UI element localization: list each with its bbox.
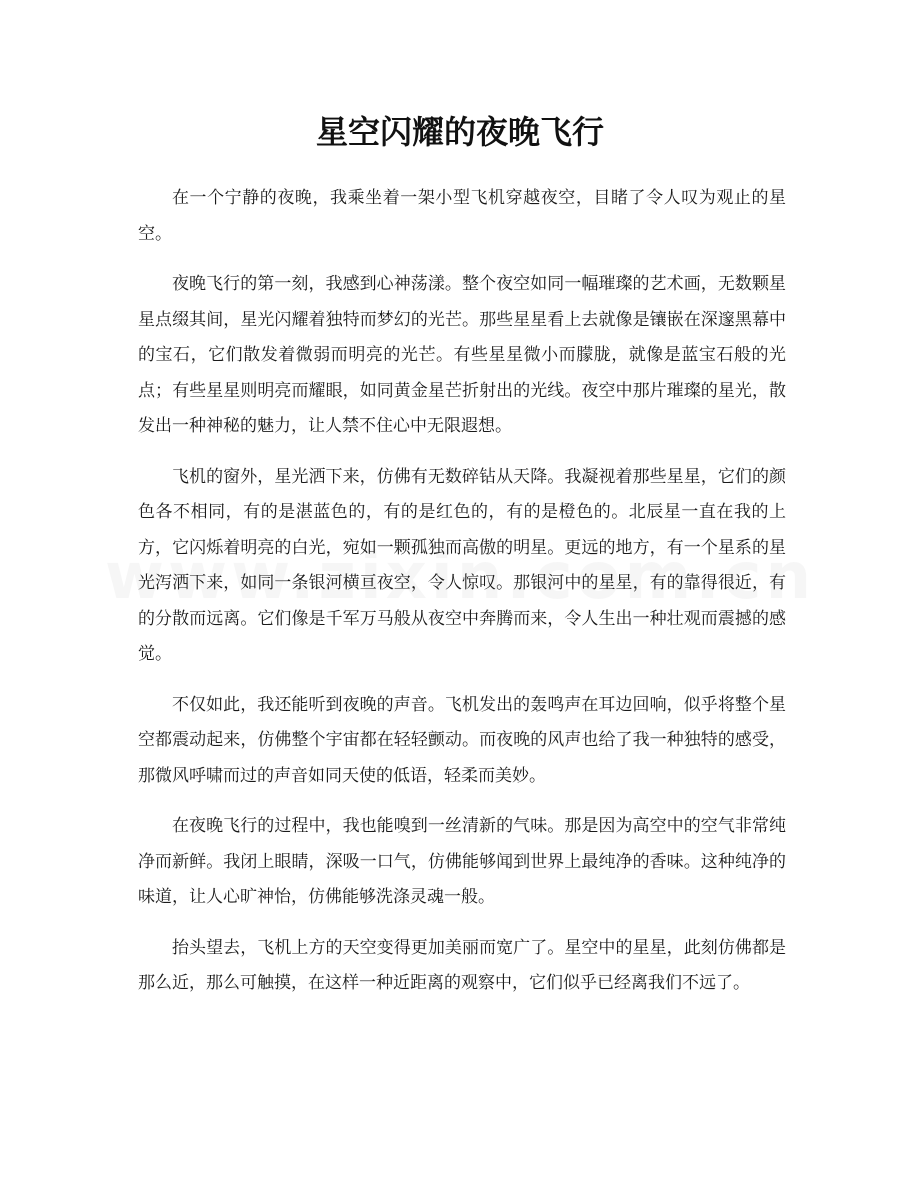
paragraph-6: 抬头望去，飞机上方的天空变得更加美丽而宽广了。星空中的星星，此刻仿佛都是那么近，那么可触摸，在这样一种近距离的观察中，它们似乎已经离我们不远了。: [138, 937, 786, 993]
paragraph-4: 不仅如此，我还能听到夜晚的声音。飞机发出的轰鸣声在耳边回响，似乎将整个星空都震动起来，仿佛整个宇宙都在轻轻颤动。而夜晚的风声也给了我一种独特的感受，那微风呼啸而过的声音如同天使的低语，轻柔而美妙。: [138, 694, 786, 786]
paragraph-5: 在夜晚飞行的过程中，我也能嗅到一丝清新的气味。那是因为高空中的空气非常纯净而新鲜。我闭上眼睛，深吸一口气，仿佛能够闻到世界上最纯净的香味。这种纯净的味道，让人心旷神怡，仿佛能够洗涤灵魂一般。: [138, 816, 786, 907]
paragraph-1: 在一个宁静的夜晚，我乘坐着一架小型飞机穿越夜空，目睹了令人叹为观止的星空。: [138, 188, 786, 244]
paragraph-2: 夜晚飞行的第一刻，我感到心神荡漾。整个夜空如同一幅璀璨的艺术画，无数颗星星点缀其间，星光闪耀着独特而梦幻的光芒。那些星星看上去就像是镶嵌在深邃黑幕中的宝石，它们散发着微弱而明亮的光芒。有些星星微小而朦胧，就像是蓝宝石般的光点；有些星星则明亮而耀眼，如同黄金星芒折射出的光线。夜空中那片璀璨的星光，散发出一种神秘的魅力，让人禁不住心中无限遐想。: [138, 274, 786, 436]
paragraph-3: 飞机的窗外，星光洒下来，仿佛有无数碎钻从天降。我凝视着那些星星，它们的颜色各不相同，有的是湛蓝色的，有的是红色的，有的是橙色的。北辰星一直在我的上方，它闪烁着明亮的白光，宛如一颗孤独而高傲的明星。更远的地方，有一个星系的星光泻洒下来，如同一条银河横亘夜空，令人惊叹。那银河中的星星，有的靠得很近，有的分散而远离。它们像是千军万马般从夜空中奔腾而来，令人生出一种壮观而震撼的感觉。: [138, 466, 786, 664]
document-title: 星空闪耀的夜晚飞行: [315, 113, 604, 151]
document-body: [138, 181, 786, 1017]
